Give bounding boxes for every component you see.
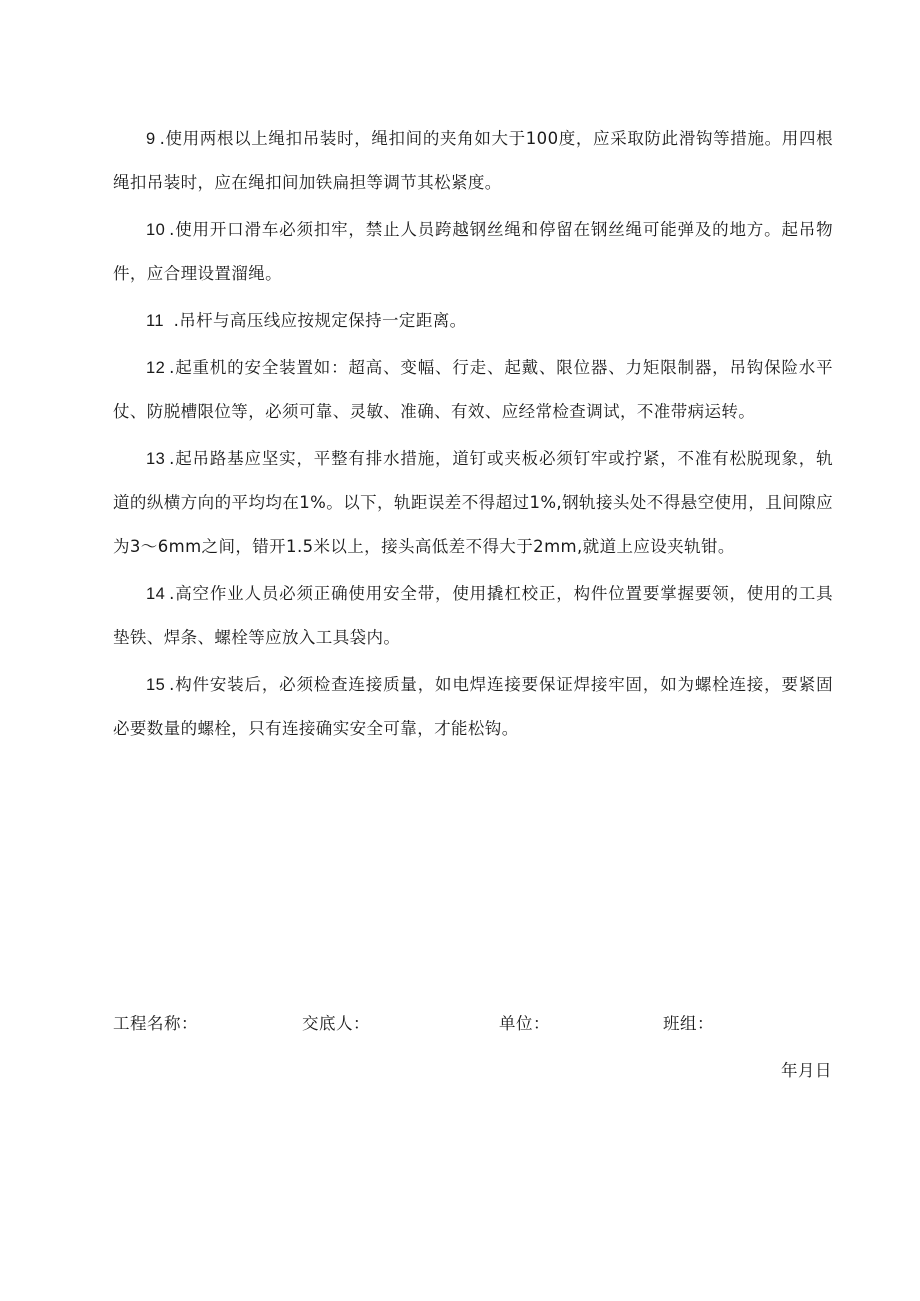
- list-item: [113, 346, 833, 434]
- list-item: [113, 208, 833, 296]
- item-number: 15: [146, 676, 166, 694]
- item-text: .使用两根以上绳扣吊装时，绳扣间的夹角如大于100度，应采取防此滑钩等措施。用四根绳扣吊装时，应在绳扣间加铁扁担等调节其松紧度。: [113, 129, 833, 192]
- team-label: 班组：: [663, 1014, 714, 1033]
- item-number: 10: [146, 221, 166, 239]
- item-text: .使用开口滑车必须扣牢，禁止人员跨越钢丝绳和停留在钢丝绳可能弹及的地方。起吊物件，应合理设置溜绳。: [113, 220, 833, 283]
- item-number: 9: [146, 130, 156, 148]
- item-number: 13: [146, 450, 166, 468]
- item-number: 11: [146, 312, 164, 330]
- item-text: .起重机的安全装置如：超高、变幅、行走、起戴、限位器、力矩限制器，吊钩保险水平仗、防脱槽限位等，必须可靠、灵敏、准确、有效、应经常检查调试，不准带病运转。: [113, 358, 833, 421]
- list-item: [113, 117, 833, 205]
- item-text: .吊杆与高压线应按规定保持一定距离。: [167, 311, 467, 330]
- list-item: [113, 572, 833, 660]
- list-item: [113, 299, 833, 343]
- list-item: [113, 663, 833, 751]
- list-item: [113, 437, 833, 569]
- project-name-label: 工程名称：: [113, 1014, 198, 1033]
- item-number: 12: [146, 359, 166, 377]
- item-text: .构件安装后，必须检查连接质量，如电焊连接要保证焊接牢固，如为螺栓连接，要紧固必要数量的螺栓，只有连接确实安全可靠，才能松钩。: [113, 675, 833, 738]
- unit-label: 单位：: [499, 1014, 550, 1033]
- regulation-list: [113, 117, 833, 754]
- item-text: .起吊路基应坚实，平整有排水措施，道钉或夹板必须钉牢或拧紧，不准有松脱现象，轨道的纵横方向的平均均在1%。以下，轨距误差不得超过1%,钢轨接头处不得悬空使用，且间隙应为3～6mm之间，错开1.5米以上，接头高低差不得大于2mm,就道上应设夹轨钳。: [113, 449, 833, 556]
- item-text: .高空作业人员必须正确使用安全带，使用撬杠校正，构件位置要掌握要领，使用的工具垫铁、焊条、螺栓等应放入工具袋内。: [113, 584, 833, 647]
- item-number: 14: [146, 585, 166, 603]
- date-label: 年月日: [781, 1061, 832, 1080]
- presenter-label: 交底人：: [302, 1014, 370, 1033]
- signature-row: [113, 1010, 833, 1040]
